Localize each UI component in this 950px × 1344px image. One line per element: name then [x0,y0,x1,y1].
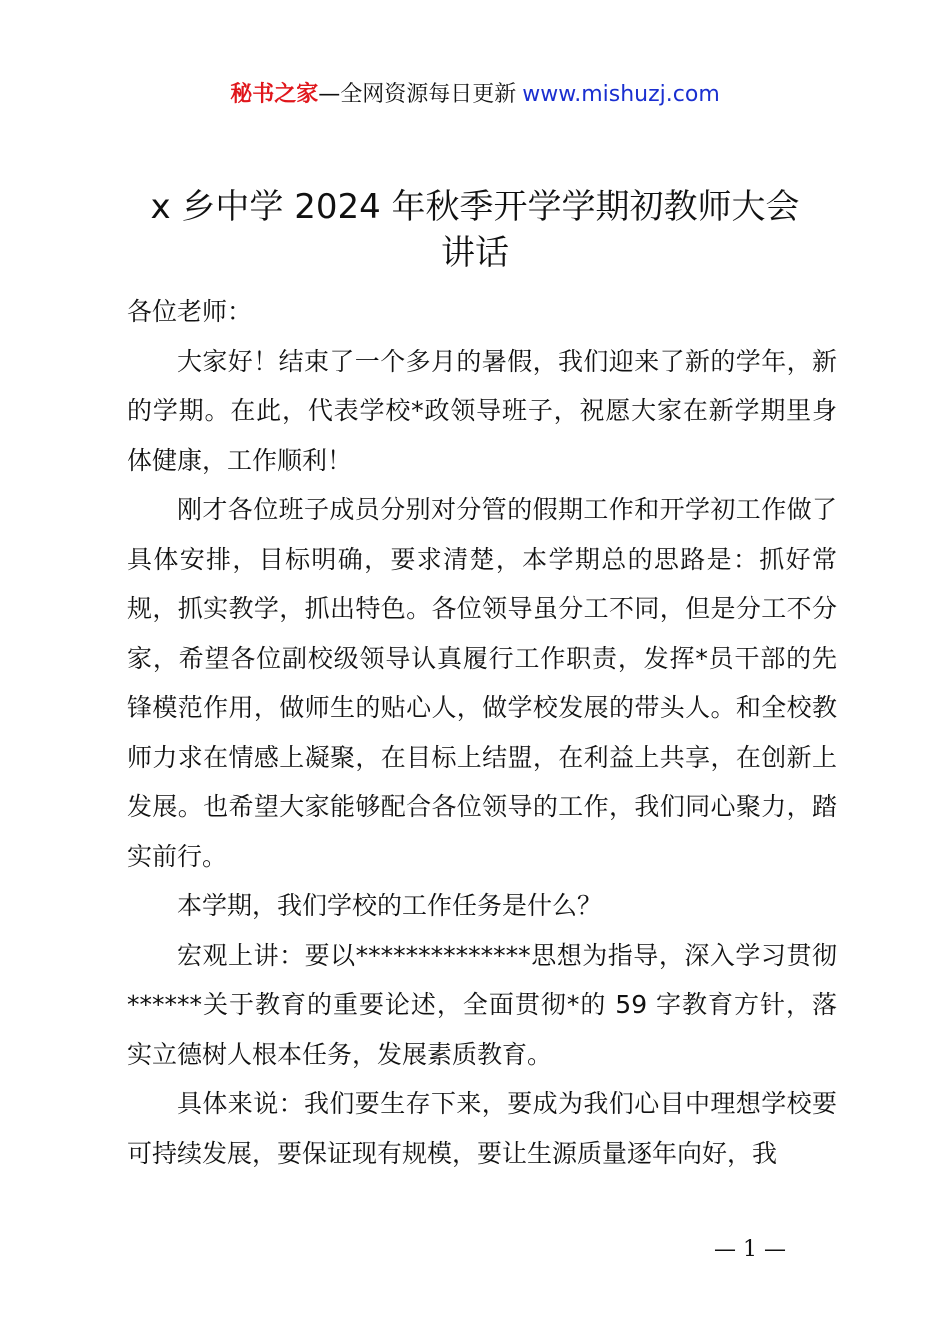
paragraph-greeting: 大家好！结束了一个多月的暑假，我们迎来了新的学年，新的学期。在此，代表学校*政领导班子，祝愿大家在新学期里身体健康，工作顺利！ [127,346,837,475]
paragraph-macro: 宏观上讲：要以**************思想为指导，深入学习贯彻******关于教育的重要论述，全面贯彻*的 59 字教育方针，落实立德树人根本任务，发展素质教育。 [127,940,837,1069]
salutation: 各位老师： [127,297,253,326]
site-url-link[interactable]: www.mishuzj.com [522,82,720,107]
paragraph-overview: 刚才各位班子成员分别对分管的假期工作和开学初工作做了具体安排，目标明确，要求清楚，本学期总的思路是：抓好常规，抓实教学，抓出特色。各位领导虽分工不同，但是分工不分家，希望各位副校级领导认真履行工作职责，发挥*员干部的先锋模范作用，做师生的贴心人，做学校发展的带头人。和全校教师力求在情感上凝聚，在目标上结盟，在利益上共享，在创新上发展。也希望大家能够配合各位领导的工作，我们同心聚力，踏实前行。 [127,495,837,871]
title-line-1: x 乡中学 2024 年秋季开学学期初教师大会 [150,187,800,227]
site-header [0,80,950,110]
brand-name: 秘书之家 [230,82,319,107]
title-line-2: 讲话 [441,233,509,273]
paragraph-question: 本学期，我们学校的工作任务是什么？ [177,891,603,920]
page-number: — 1 — [714,1237,786,1262]
document-title [100,184,850,276]
paragraph-specific: 具体来说：我们要生存下来，要成为我们心目中理想学校要可持续发展，要保证现有规模，要让生源质量逐年向好，我 [127,1089,837,1168]
header-tagline: —全网资源每日更新 [318,82,517,107]
document-body [127,287,837,1178]
